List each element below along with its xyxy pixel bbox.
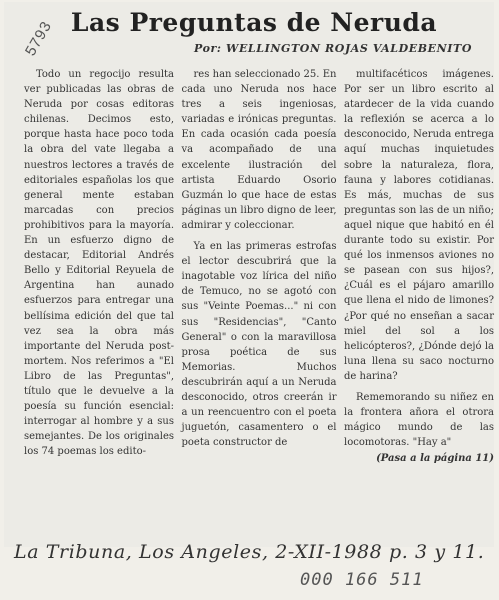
corner-handwritten-mark: 5793 <box>21 18 56 59</box>
handwritten-source-note: La Tribuna, Los Angeles, 2-XII-1988 p. 3 y 11. <box>14 541 485 563</box>
paragraph: Ya en las primeras estrofas el lector descubrirá que la inagotable voz lírica del niño de Temuco, no se agotó con sus "Veinte Poemas..." ni con sus "Residencias", "Canto General" o con la maravillosa prosa poética de sus Memorias. Muchos descubrirán aquí a un Neruda desconocido, otros creerán ir a un reencuentro con el poeta juguetón, casamentero o el poeta constructor de <box>181 241 337 449</box>
article-body <box>24 67 494 466</box>
article-byline: Por: WELLINGTON ROJAS VALDEBENITO <box>194 42 473 55</box>
article-title: Las Preguntas de Neruda <box>70 8 438 37</box>
paragraph: Todo un regocijo resulta ver publicadas las obras de Neruda por cosas editoras chilenas. Decimos esto, porque hasta hace poco toda la obra del vate llegaba a nuestros lectores a través de editoriales españolas los que general mente estaban marcadas con precios prohibitivos para la mayoría. En un esfuerzo digno de destacar, Editorial Andrés Bello y Editorial Reyuela de Argentina han aunado esfuerzos para entregar una bellísima edición del que tal vez sea la obra más importante del Neruda post-mortem. Nos referimos a "El Libro de las Preguntas", título que le devuelve a la poesía su función esencial: interrogar al hombre y a sus semejantes. De los originales los 74 poemas los edito- <box>24 69 174 458</box>
catalog-stamp: 000 166 511 <box>300 570 424 590</box>
newspaper-clipping <box>4 2 494 547</box>
column-1 <box>24 67 174 466</box>
paragraph: res han seleccionado 25. En cada uno Neruda nos hace tres a seis ingeniosas, variadas e irónicas preguntas. En cada ocasión cada poesía va acompañado de una excelente ilustración del artista Eduardo Osorio Guzmán lo que hace de estas páginas un libro digno de leer, admirar y coleccionar. <box>181 69 337 231</box>
paragraph: Rememorando su niñez en la frontera añora el otrora mágico mundo de las locomotoras. "Hay a" <box>344 391 494 449</box>
column-2 <box>182 67 337 466</box>
paragraph: multifacéticos imágenes. Por ser un libro escrito al atardecer de la vida cuando la reflexión se acerca a lo desconocido, Neruda entrega aquí muchas inquietudes sobre la naturaleza, flora, fauna y labores cotidianas. Es más, muchas de sus preguntas son las de un niño; aquel nique que habitó en él durante todo su existir. Por qué los inmensos aviones no se pasean con sus hijos?, ¿Cuál es el pájaro amarillo que llena el nido de limones? ¿Por qué no enseñan a sacar miel del sol a los helicópteros?, ¿Dónde dejó la luna llena su saco nocturno de harina? <box>344 69 494 382</box>
column-3 <box>344 67 494 466</box>
continued-note: (Pasa a la página 11) <box>376 453 494 465</box>
